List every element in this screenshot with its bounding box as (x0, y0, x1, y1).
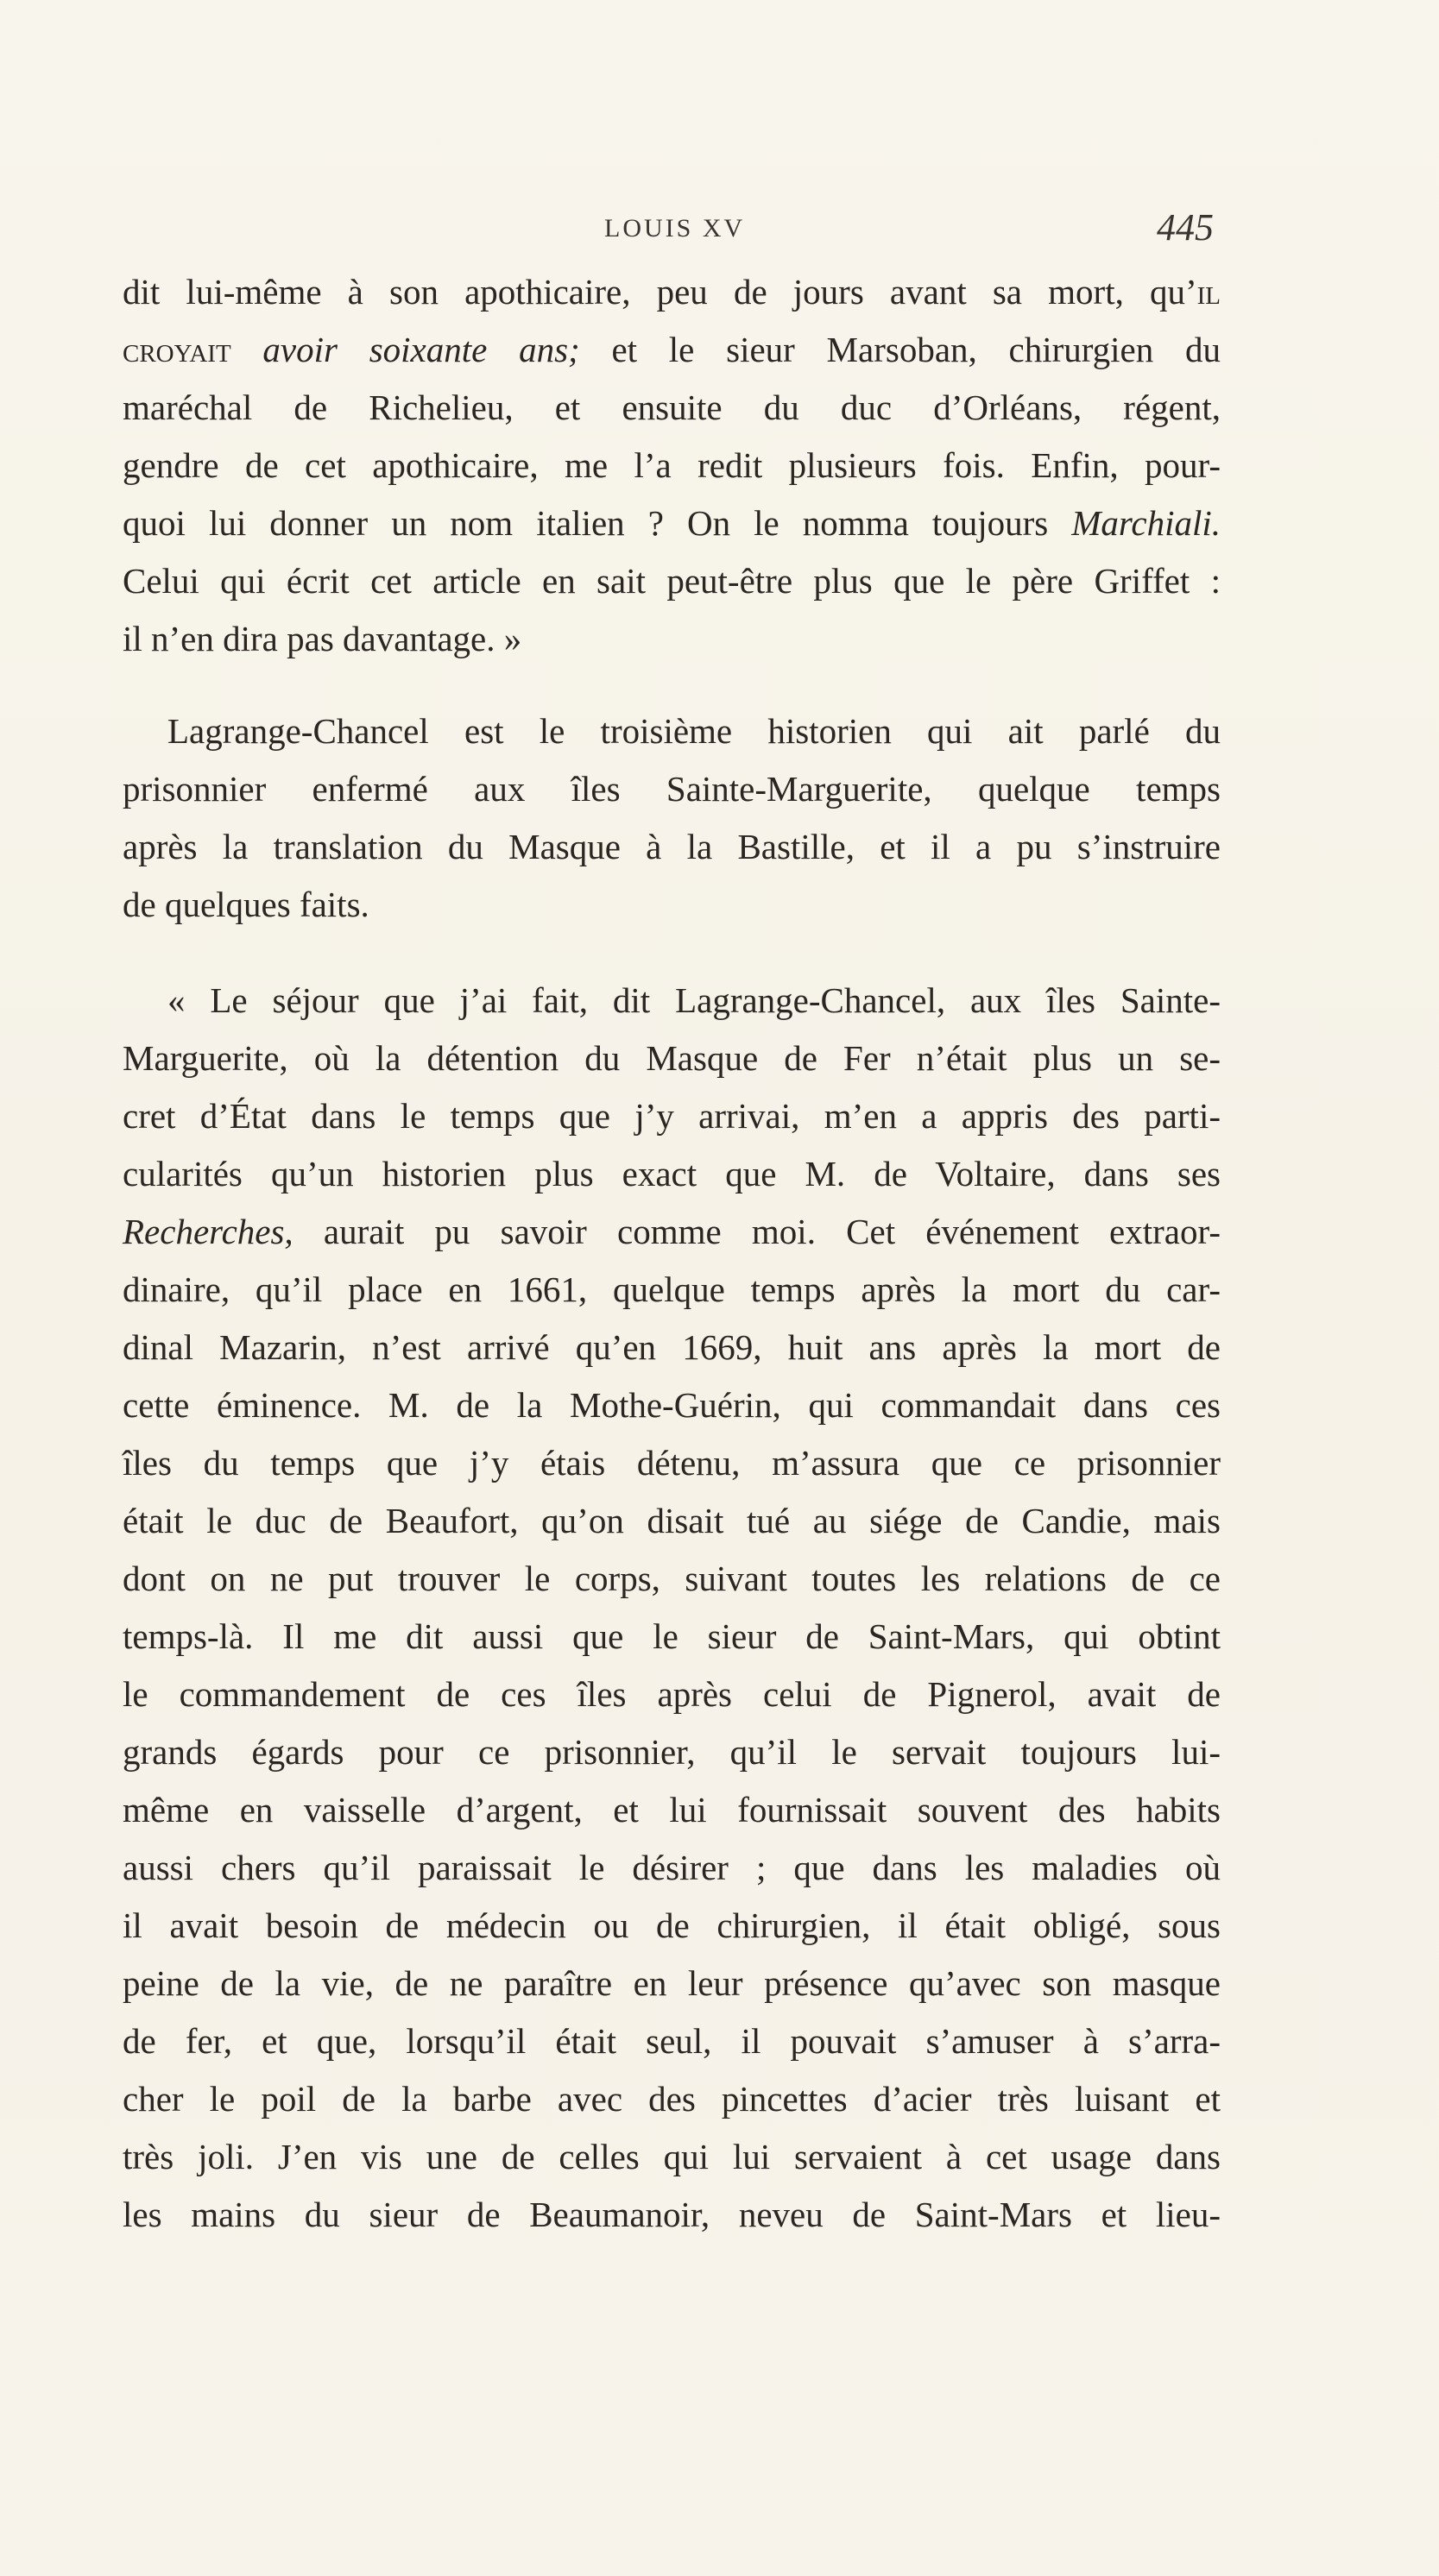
text-run: prisonnier enfermé aux îles Sainte-Marguerite, quelque temps (123, 769, 1221, 809)
text-run: dinaire, qu’il place en 1661, quelque temps après la mort du car- (123, 1269, 1221, 1309)
text-run: de fer, et que, lorsqu’il était seul, il pouvait s’amuser à s’arra- (123, 2021, 1221, 2061)
text-run: gendre de cet apothicaire, me l’a redit plusieurs fois. Enfin, pour- (123, 445, 1221, 485)
small-caps-text: il (1196, 272, 1221, 312)
text-line (123, 1203, 1221, 1261)
italic-text: Marchiali. (1071, 503, 1221, 543)
small-caps-text: croyait (123, 330, 231, 369)
text-line (123, 437, 1221, 494)
text-line (123, 1145, 1221, 1203)
text-line (123, 702, 1221, 760)
text-line (123, 1839, 1221, 1897)
paragraph-gap (123, 934, 1221, 972)
text-run: il avait besoin de médecin ou de chirurgien, il était obligé, sous (123, 1905, 1221, 1945)
text-run: Lagrange-Chancel est le troisième historien qui ait parlé du (167, 711, 1221, 751)
text-line (123, 1955, 1221, 2012)
paragraph (123, 702, 1221, 934)
text-run: très joli. J’en vis une de celles qui lui servaient à cet usage dans (123, 2137, 1221, 2176)
text-line (123, 2128, 1221, 2186)
text-run: aurait pu savoir comme moi. Cet événement extraor- (293, 1212, 1221, 1251)
text-run (231, 330, 263, 369)
text-line (123, 263, 1221, 321)
text-line (123, 972, 1221, 1030)
text-run: dit lui-même à son apothicaire, peu de jours avant sa mort, qu’ (123, 272, 1197, 312)
text-line (123, 760, 1221, 818)
page-header (0, 205, 1439, 257)
text-line (123, 1781, 1221, 1839)
text-line (123, 1087, 1221, 1145)
text-run: dinal Mazarin, n’est arrivé qu’en 1669, huit ans après la mort de (123, 1327, 1221, 1367)
text-line (123, 2012, 1221, 2070)
text-run: peine de la vie, de ne paraître en leur présence qu’avec son masque (123, 1963, 1221, 2003)
page-number: 445 (1157, 206, 1214, 249)
body-text (123, 263, 1221, 2244)
text-run: aussi chers qu’il paraissait le désirer ; que dans les maladies où (123, 1848, 1221, 1887)
text-run: grands égards pour ce prisonnier, qu’il le servait toujours lui- (123, 1732, 1221, 1772)
text-run: dont on ne put trouver le corps, suivant toutes les relations de ce (123, 1559, 1221, 1598)
text-line (123, 2186, 1221, 2244)
text-line (123, 1666, 1221, 1723)
paragraph-gap (123, 668, 1221, 702)
text-line (123, 1319, 1221, 1376)
text-line (123, 818, 1221, 876)
text-run: cher le poil de la barbe avec des pincettes d’acier très luisant et (123, 2079, 1221, 2119)
text-line (123, 552, 1221, 610)
text-run: de quelques faits. (123, 885, 369, 924)
text-run: cret d’État dans le temps que j’y arrivai, m’en a appris des parti- (123, 1096, 1221, 1136)
text-run: cularités qu’un historien plus exact que M. de Voltaire, dans ses (123, 1154, 1221, 1194)
text-line (123, 2070, 1221, 2128)
text-line (123, 1723, 1221, 1781)
text-run: maréchal de Richelieu, et ensuite du duc d’Orléans, régent, (123, 387, 1221, 427)
text-line (123, 1608, 1221, 1666)
italic-text: avoir soixante ans; (262, 330, 580, 369)
text-run: après la translation du Masque à la Bastille, et il a pu s’instruire (123, 827, 1221, 866)
text-line (123, 610, 1221, 668)
text-line (123, 1261, 1221, 1319)
text-run: Marguerite, où la détention du Masque de Fer n’était plus un se- (123, 1038, 1221, 1078)
text-run: îles du temps que j’y étais détenu, m’assura que ce prisonnier (123, 1443, 1221, 1483)
text-line (123, 1897, 1221, 1955)
text-run: « Le séjour que j’ai fait, dit Lagrange-Chancel, aux îles Sainte- (167, 980, 1221, 1020)
paragraph (123, 972, 1221, 2244)
text-run: cette éminence. M. de la Mothe-Guérin, qui commandait dans ces (123, 1385, 1221, 1425)
text-run: le commandement de ces îles après celui de Pignerol, avait de (123, 1674, 1221, 1714)
italic-text: Recherches, (123, 1212, 293, 1251)
text-line (123, 1492, 1221, 1550)
running-title: LOUIS XV (604, 214, 746, 242)
text-run: était le duc de Beaufort, qu’on disait tué au siége de Candie, mais (123, 1501, 1221, 1540)
text-run: il n’en dira pas davantage. » (123, 619, 522, 658)
text-line (123, 1376, 1221, 1434)
text-line (123, 1434, 1221, 1492)
text-line (123, 876, 1221, 934)
text-line (123, 1030, 1221, 1087)
text-run: temps-là. Il me dit aussi que le sieur de Saint-Mars, qui obtint (123, 1616, 1221, 1656)
text-run: même en vaisselle d’argent, et lui fournissait souvent des habits (123, 1790, 1221, 1830)
text-line (123, 379, 1221, 437)
text-line (123, 1550, 1221, 1608)
text-run: quoi lui donner un nom italien ? On le nomma toujours (123, 503, 1072, 543)
text-line (123, 321, 1221, 379)
text-line (123, 494, 1221, 552)
paragraph (123, 263, 1221, 668)
text-run: Celui qui écrit cet article en sait peut-être plus que le père Griffet : (123, 561, 1221, 601)
text-run: et le sieur Marsoban, chirurgien du (579, 330, 1221, 369)
text-run: les mains du sieur de Beaumanoir, neveu de Saint-Mars et lieu- (123, 2195, 1221, 2234)
